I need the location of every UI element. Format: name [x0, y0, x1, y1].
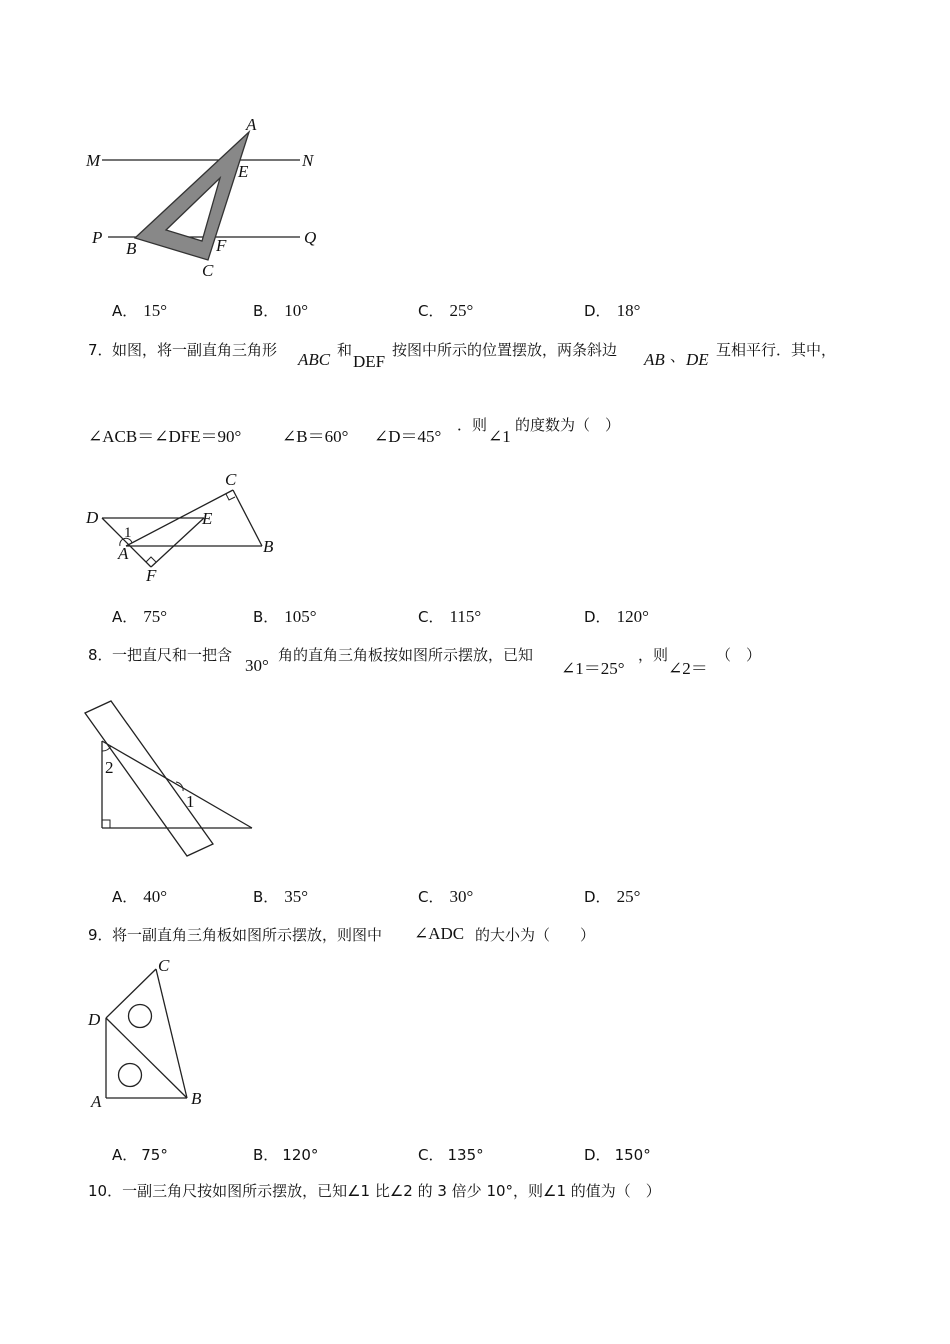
q7-text-3: 互相平行．其中， [716, 341, 837, 359]
q9-text-1: 将一副直角三角板如图所示摆放，则图中 [112, 926, 383, 944]
q7-ab: AB [644, 350, 665, 369]
q8-deg30: 30° [245, 656, 269, 675]
triangle-hole-lower [119, 1064, 142, 1087]
q7-he: 和 [337, 341, 353, 359]
label-P: P [92, 228, 103, 247]
label-D: D [86, 508, 99, 527]
q9-option-a[interactable]: A． 75° [112, 1146, 168, 1164]
right-angle-c [226, 494, 235, 500]
q8-cond: ∠1＝25° [561, 659, 625, 678]
triangle-hypotenuse [102, 741, 252, 828]
q7-text-1: 如图，将一副直角三角形 [112, 341, 278, 359]
side-fe [151, 518, 204, 567]
q7-option-c[interactable]: C． 115° [418, 607, 482, 626]
ruler [85, 701, 213, 856]
q9-figure [80, 950, 220, 1115]
label-F: F [216, 236, 227, 255]
q7-cond-3: ∠D＝45° [374, 427, 442, 446]
label-Q: Q [304, 228, 317, 247]
q9-number: 9． [88, 926, 113, 944]
q7-option-a[interactable]: A． 75° [112, 607, 168, 626]
triangle-ruler [135, 132, 249, 260]
q7-sep: 、 [670, 347, 686, 365]
q7-number: 7． [88, 341, 113, 359]
q7-option-b[interactable]: B． 105° [253, 607, 317, 626]
q8-paren: （ ） [716, 646, 762, 664]
q6-option-b[interactable]: B． 10° [253, 301, 309, 320]
right-angle-mark [102, 820, 110, 828]
q9-option-c[interactable]: C． 135° [418, 1146, 484, 1164]
side-cb [156, 969, 187, 1098]
right-angle-f [146, 557, 156, 562]
label-1: 1 [186, 792, 195, 811]
triangle-hole-upper [129, 1005, 152, 1028]
q10-text: 10．一副三角尺按如图所示摆放，已知∠1 比∠2 的 3 倍少 10°，则∠1 的值为（ ） [88, 1182, 661, 1200]
q8-option-d[interactable]: D． 25° [584, 887, 641, 906]
label-A: A [246, 115, 257, 134]
q7-de: DE [686, 350, 709, 369]
q7-angle-1: ∠1 [488, 427, 511, 446]
q7-then: ．则 [457, 416, 488, 434]
label-E: E [202, 509, 213, 528]
side-cb [233, 490, 262, 546]
q8-option-b[interactable]: B． 35° [253, 887, 309, 906]
q6-option-d[interactable]: D． 18° [584, 301, 641, 320]
q7-option-d[interactable]: D． 120° [584, 607, 649, 626]
label-C: C [225, 470, 237, 489]
q8-number: 8． [88, 646, 113, 664]
q8-option-c[interactable]: C． 30° [418, 887, 474, 906]
q8-then: ，则 [638, 646, 669, 664]
label-A: A [118, 544, 129, 563]
side-dc [106, 969, 156, 1018]
q7-cond-1: ∠ACB＝∠DFE＝90° [88, 427, 242, 446]
q8-figure [80, 695, 270, 865]
label-D: D [88, 1010, 101, 1029]
q6-option-c[interactable]: C． 25° [418, 301, 474, 320]
q6-figure [80, 110, 340, 290]
q8-option-a[interactable]: A． 40° [112, 887, 168, 906]
label-B: B [126, 239, 137, 258]
q8-text-2: 角的直角三角板按如图所示摆放，已知 [278, 646, 534, 664]
label-B: B [263, 537, 274, 556]
label-2: 2 [105, 758, 114, 777]
q8-ask: ∠2＝ [668, 659, 708, 678]
q7-cond-2: ∠B＝60° [282, 427, 349, 446]
side-db [106, 1018, 187, 1098]
q8-text-1: 一把直尺和一把含 [112, 646, 233, 664]
q7-abc: ABC [298, 350, 331, 369]
label-1: 1 [124, 525, 132, 541]
q9-angle: ∠ADC [414, 924, 465, 943]
label-C: C [158, 956, 170, 975]
label-N: N [302, 151, 314, 170]
q9-text-2: 的大小为（ ） [475, 926, 596, 944]
q7-figure [80, 465, 300, 590]
q7-text-4: 的度数为（ ） [515, 416, 621, 434]
label-A: A [91, 1092, 102, 1111]
label-F: F [146, 566, 157, 585]
label-E: E [238, 162, 249, 181]
label-B: B [191, 1089, 202, 1108]
q9-option-d[interactable]: D． 150° [584, 1146, 651, 1164]
q6-option-a[interactable]: A． 15° [112, 301, 168, 320]
label-C: C [202, 261, 214, 280]
q7-text-2: 按图中所示的位置摆放，两条斜边 [392, 341, 618, 359]
q9-option-b[interactable]: B． 120° [253, 1146, 319, 1164]
q7-def: DEF [353, 352, 386, 371]
label-M: M [86, 151, 101, 170]
